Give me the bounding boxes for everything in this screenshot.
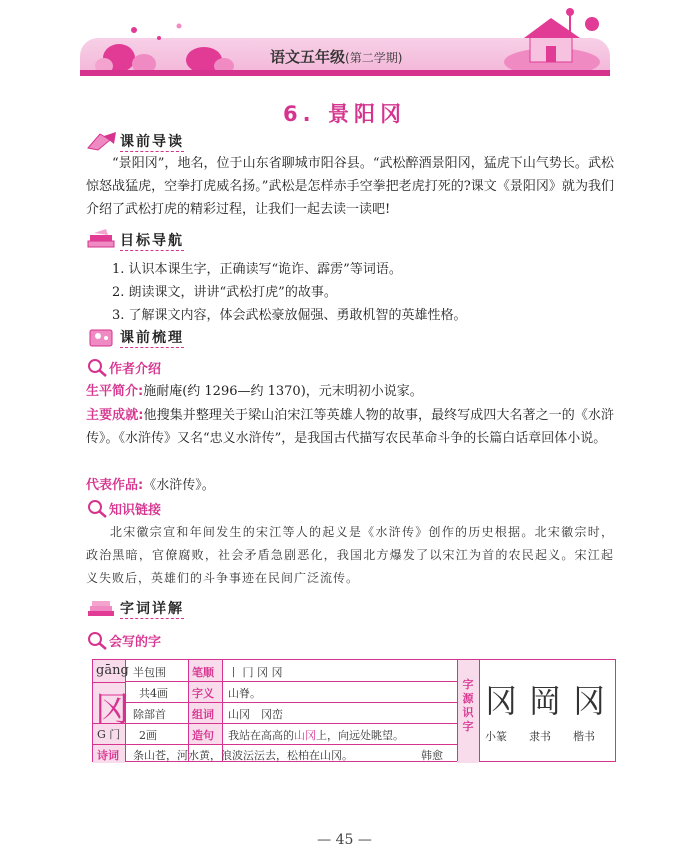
section-preview-heading xyxy=(86,129,184,153)
works-label: 代表作品: xyxy=(86,478,144,493)
glyph-seal: 冈 xyxy=(485,682,530,720)
poem-label: 诗词 xyxy=(97,749,119,762)
life-text: 施耐庵(约 1296—约 1370)，元末明初小说家。 xyxy=(143,384,423,399)
magnifier-icon xyxy=(86,630,108,650)
magnifier-icon xyxy=(86,357,108,377)
author-heading xyxy=(86,357,161,377)
origin-label: 字源识字 xyxy=(462,678,474,733)
radical-index: G 门 xyxy=(97,728,121,741)
sentence-keyword: 山冈 xyxy=(294,729,316,742)
structure: 半包围 xyxy=(133,666,166,679)
glyph-regular: 冈 xyxy=(573,682,606,720)
sub-label: 会写的字 xyxy=(109,634,162,650)
flower-decoration-icon xyxy=(84,16,244,74)
sentence-label: 造句 xyxy=(192,729,214,742)
words-label: 组词 xyxy=(192,708,214,721)
author-achievement xyxy=(86,404,614,450)
bookmark-icon xyxy=(86,130,118,152)
achievement-label: 主要成就: xyxy=(86,408,144,423)
section-vocab-heading xyxy=(86,596,184,620)
script-clerical: 隶书 xyxy=(529,730,551,743)
goal-item: 1. 认识本课生字，正确读写“诡诈、霹雳”等词语。 xyxy=(112,262,402,277)
section-label: 课前梳理 xyxy=(120,327,184,348)
stroke-order-label: 笔顺 xyxy=(192,666,214,679)
book-title: 语文五年级(第二学期) xyxy=(270,48,403,66)
meaning-label: 字义 xyxy=(192,687,214,700)
section-review-heading xyxy=(86,325,184,349)
section-label: 字词详解 xyxy=(120,598,184,619)
magnifier-icon xyxy=(86,498,108,518)
script-regular: 楷书 xyxy=(573,730,595,743)
author-life xyxy=(86,380,614,403)
works-text: 《水浒传》。 xyxy=(143,478,215,493)
notebook-icon xyxy=(86,326,118,348)
writing-heading xyxy=(86,630,161,650)
house-decoration-icon xyxy=(500,6,605,74)
stacked-books-icon xyxy=(86,597,118,619)
preview-text: “景阳冈”，地名，位于山东省聊城市阳谷县。“武松醉酒景阳冈，猛虎下山气势长。武松惊怒战猛虎，空拳打虎威名扬。”武松是怎样赤手空拳把老虎打死的?课文《景阳冈》就为我们介绍了武松打虎的精彩过程，让我们一起去读一读吧! xyxy=(86,156,614,217)
character-table xyxy=(92,659,616,762)
stroke-order: 丨 冂 冈 冈 xyxy=(228,666,283,679)
section-goals-heading xyxy=(86,228,184,252)
radical-strokes: 2画 xyxy=(139,729,157,742)
radical-name: 除部首 xyxy=(133,708,166,721)
author-works xyxy=(86,474,614,497)
page-number: — 45 — xyxy=(317,832,372,848)
target-character: 冈 xyxy=(95,690,129,730)
section-label: 课前导读 xyxy=(120,131,184,152)
poem-author: 韩愈 xyxy=(421,749,443,762)
sub-label: 知识链接 xyxy=(109,502,162,518)
poem: 条山苍，河水黄，浪波沄沄去，松柏在山冈。 xyxy=(133,749,353,762)
header-underline xyxy=(80,70,610,76)
book-subtitle: (第二学期) xyxy=(345,51,403,65)
lesson-title: 6. 景阳冈 xyxy=(283,102,406,126)
knowledge-heading xyxy=(86,498,161,518)
meaning: 山脊。 xyxy=(228,687,261,700)
goal-item: 2. 朗读课文，讲讲“武松打虎”的故事。 xyxy=(112,285,337,300)
words: 山冈 冈峦 xyxy=(228,708,283,721)
pinyin: gāng xyxy=(96,663,129,678)
script-seal: 小篆 xyxy=(485,730,507,743)
achievement-text: 他搜集并整理关于梁山泊宋江等英雄人物的故事，最终写成四大名著之一的《水浒传》。《水浒传》又名“忠义水浒传”，是我国古代描写农民革命斗争的长篇白话章回体小说。 xyxy=(86,408,614,446)
goals-list xyxy=(112,258,612,327)
goal-item: 3. 了解课文内容，体会武松豪放倔强、勇敢机智的英雄性格。 xyxy=(112,308,467,323)
sentence: 我站在高高的山冈上，向远处眺望。 xyxy=(228,729,404,742)
life-label: 生平简介: xyxy=(86,384,144,399)
glyph-clerical: 岡 xyxy=(529,682,562,720)
books-icon xyxy=(86,229,118,251)
sub-label: 作者介绍 xyxy=(109,361,162,377)
stroke-count: 共4画 xyxy=(139,687,168,700)
knowledge-text: 北宋徽宗宣和年间发生的宋江等人的起义是《水浒传》创作的历史根据。北宋徽宗时，政治黑暗，官僚腐败，社会矛盾急剧恶化，我国北方爆发了以宋江为首的农民起义。宋江起义失败后，英雄们的斗争事迹在民间广泛流传。 xyxy=(86,525,614,585)
section-label: 目标导航 xyxy=(120,230,184,251)
